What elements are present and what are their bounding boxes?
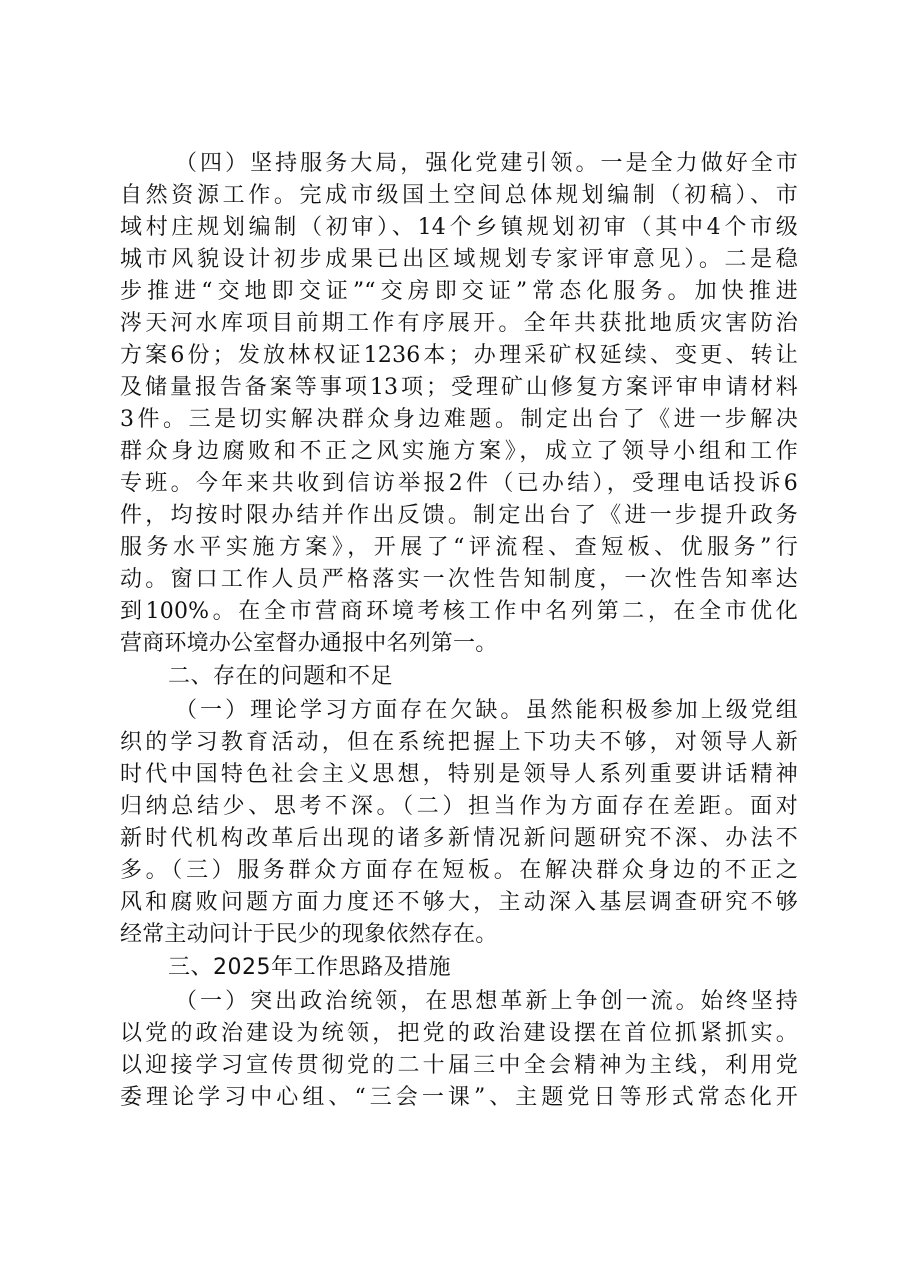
- paragraph-line: 域村庄规划编制（初审）、14个乡镇规划初审（其中4个市级: [120, 215, 798, 240]
- paragraph-line: （四）坚持服务大局，强化党建引领。一是全力做好全市: [175, 151, 798, 176]
- section-heading: 三、2025年工作思路及措施: [168, 955, 451, 980]
- paragraph-line: （一）理论学习方面存在欠缺。虽然能积极参加上级党组: [175, 698, 798, 723]
- paragraph-line: 归纳总结少、思考不深。（二）担当作为方面存在差距。面对: [120, 794, 798, 819]
- paragraph-line: 以迎接学习宣传贯彻党的二十届三中全会精神为主线，利用党: [120, 1053, 798, 1078]
- paragraph-line: 织的学习教育活动，但在系统把握上下功夫不够，对领导人新: [120, 730, 798, 755]
- paragraph-line: 多。（三）服务群众方面存在短板。在解决群众身边的不正之: [120, 858, 798, 883]
- paragraph-line: 营商环境办公室督办通报中名列第一。: [120, 631, 498, 656]
- paragraph-line: 时代中国特色社会主义思想，特别是领导人系列重要讲话精神: [120, 762, 798, 787]
- paragraph-line: 及储量报告备案等事项13项；受理矿山修复方案评审申请材料: [120, 375, 798, 400]
- paragraph-line: 动。窗口工作人员严格落实一次性告知制度，一次性告知率达: [120, 567, 798, 592]
- paragraph-line: 到100%。在全市营商环境考核工作中名列第二，在全市优化: [120, 599, 798, 624]
- paragraph-line: 服务水平实施方案》，开展了“评流程、查短板、优服务”行: [120, 535, 798, 560]
- paragraph-line: 经常主动问计于民少的现象依然存在。: [120, 922, 498, 947]
- paragraph-line: （一）突出政治统领，在思想革新上争创一流。始终坚持: [175, 989, 798, 1014]
- paragraph-line: 步推进“交地即交证”“交房即交证”常态化服务。加快推进: [120, 279, 798, 304]
- paragraph-line: 风和腐败问题方面力度还不够大，主动深入基层调查研究不够: [120, 890, 798, 915]
- paragraph-line: 专班。今年来共收到信访举报2件（已办结），受理电话投诉6: [120, 471, 798, 496]
- paragraph-line: 自然资源工作。完成市级国土空间总体规划编制（初稿）、市: [120, 183, 798, 208]
- paragraph-line: 件，均按时限办结并作出反馈。制定出台了《进一步提升政务: [120, 503, 798, 528]
- paragraph-line: 委理论学习中心组、“三会一课”、主题党日等形式常态化开: [120, 1085, 798, 1110]
- paragraph-line: 群众身边腐败和不正之风实施方案》，成立了领导小组和工作: [120, 439, 798, 464]
- paragraph-line: 以党的政治建设为统领，把党的政治建设摆在首位抓紧抓实。: [120, 1021, 798, 1046]
- section-heading: 二、存在的问题和不足: [168, 664, 394, 689]
- paragraph-line: 新时代机构改革后出现的诸多新情况新问题研究不深、办法不: [120, 826, 798, 851]
- paragraph-line: 城市风貌设计初步成果已出区域规划专家评审意见）。二是稳: [120, 247, 798, 272]
- paragraph-line: 涔天河水库项目前期工作有序展开。全年共获批地质灾害防治: [120, 311, 798, 336]
- paragraph-line: 方案6份；发放林权证1236本；办理采矿权延续、变更、转让: [120, 343, 798, 368]
- paragraph-line: 3件。三是切实解决群众身边难题。制定出台了《进一步解决: [120, 407, 798, 432]
